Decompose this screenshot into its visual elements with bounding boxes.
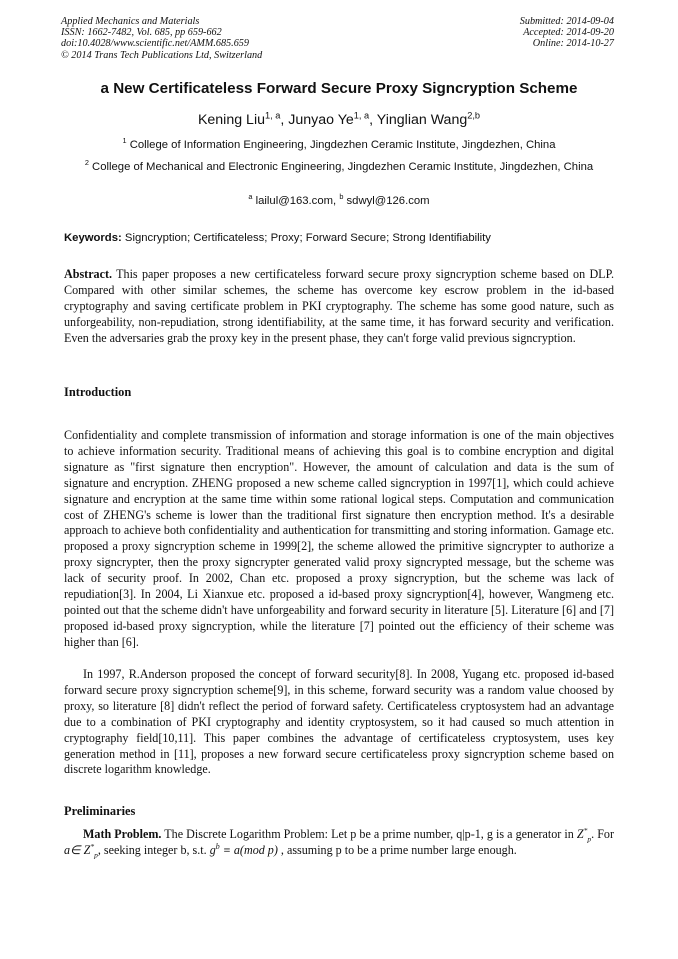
author-name: Yinglian Wang bbox=[376, 112, 468, 128]
math-problem-paragraph bbox=[64, 827, 614, 859]
zp-letter: Z bbox=[576, 827, 584, 841]
section-heading-introduction: Introduction bbox=[64, 385, 132, 399]
journal-doi: doi:10.4028/www.scientific.net/AMM.685.659 bbox=[61, 38, 249, 50]
journal-header bbox=[61, 16, 262, 61]
journal-issn: ISSN: 1662-7482, Vol. 685, pp 659-662 bbox=[61, 27, 222, 39]
affiliation-mark: 2 bbox=[84, 158, 89, 168]
journal-copyright: © 2014 Trans Tech Publications Ltd, Switzerland bbox=[61, 49, 263, 61]
author-name: Junyao Ye bbox=[288, 112, 354, 128]
eq-rest: ≡ a(mod p) bbox=[219, 842, 278, 857]
online-date: Online: 2014-10-27 bbox=[532, 38, 614, 50]
abstract-label: Abstract. bbox=[64, 267, 113, 281]
zp-star-symbol bbox=[83, 841, 98, 860]
abstract bbox=[64, 267, 614, 347]
math-text: , assuming p to be a prime number large enough. bbox=[277, 842, 517, 857]
email-mark: a bbox=[248, 192, 253, 202]
keywords-text: Signcryption; Certificateless; Proxy; Forward Secure; Strong Identifiability bbox=[124, 232, 491, 244]
email-separator: , bbox=[333, 195, 340, 207]
math-text: , seeking integer b, s.t. bbox=[97, 842, 210, 857]
section-heading-preliminaries: Preliminaries bbox=[64, 804, 136, 818]
affiliation-text: College of Mechanical and Electronic Engineering, Jingdezhen Ceramic Institute, Jingdezhen, China bbox=[92, 161, 594, 173]
affiliation bbox=[60, 160, 618, 175]
math-problem-label: Math Problem. bbox=[83, 827, 162, 841]
author-emails bbox=[60, 192, 618, 207]
zp-star: * bbox=[90, 841, 95, 851]
email-link[interactable]: lailul@163.com bbox=[255, 195, 334, 207]
paragraph: Confidentiality and complete transmission of information and storage information is one of the main objectives to achieve information security. Traditional means of achieving this goal is to combine encryption and digital signature as "first signature then encryption". However, the amount of calculation and data is the sum of signature and encryption. ZHENG proposed a new scheme called signcryption in 1997[1], which could achieve signature and encryption at the same time within some rational logical steps. Computation and communication cost of ZHENG's scheme is lower than the traditional first signature then encryption method. It's a desirable approach to achieve both confidentiality and authentication for transmitting and storing information. Gamage etc. proposed a proxy signcryption scheme in 1999[2], the scheme allowed the primitive signcrypter to authorize a proxy signcrypter, then the proxy signcrypter generated valid proxy signcrypted message, but the scheme was lack of security proof. In 2002, Chan etc. proposed a proxy signcryption, but the scheme was lack of repudiation[3]. In 2004, Li Xianxue etc. proposed a id-based proxy signcryption[4], however, Wangmeng etc. pointed out that the scheme didn't have unforgeability and forward security in literature [5]. Literature [6] and [7] proposed id-based proxy signcryption, while the literature [7] pointed out the efficiency of their scheme was higher than [6]. bbox=[64, 428, 614, 649]
abstract-text: This paper proposes a new certificateless forward secure proxy signcryption scheme based on DLP. Compared with other similar schemes, the scheme has overcome key escrow problem in the id-based cryptography and saving certificate problem in PKI cryptography. The scheme has some good nature, such as unforgeability, non-repudiation, strong identifiability, at the same time, it has forward security and verification. Even the adversaries grab the proxy key in the present phase, they can't forge valid previous signcryption. bbox=[64, 267, 614, 345]
zp-star: * bbox=[583, 825, 588, 835]
zp-sub: p bbox=[94, 850, 98, 860]
author-affil-mark: 1, a bbox=[353, 110, 370, 121]
accepted-date: Accepted: 2014-09-20 bbox=[523, 27, 614, 39]
author-affil-mark: 2,b bbox=[467, 110, 481, 121]
zp-star-symbol bbox=[576, 825, 592, 844]
keywords bbox=[64, 232, 616, 244]
keywords-label: Keywords: bbox=[64, 232, 122, 244]
author-name: Kening Liu bbox=[197, 112, 265, 128]
author-affil-mark: 1, a bbox=[265, 110, 281, 121]
zp-letter: Z bbox=[83, 842, 91, 857]
author-list bbox=[40, 112, 638, 128]
eq-base: g bbox=[209, 842, 216, 857]
math-element-of: a∈ bbox=[64, 842, 84, 857]
congruence-equation bbox=[210, 843, 278, 857]
zp-sub: p bbox=[587, 834, 592, 844]
affiliation-text: College of Information Engineering, Jingdezhen Ceramic Institute, Jingdezhen, China bbox=[129, 139, 556, 151]
author-separator: , bbox=[369, 112, 377, 128]
math-text: . For bbox=[591, 827, 614, 841]
submission-dates bbox=[520, 16, 614, 50]
math-text: The Discrete Logarithm Problem: Let p be a prime number, q|p-1, g is a generator in bbox=[161, 827, 577, 841]
email-link[interactable]: sdwyl@126.com bbox=[346, 195, 430, 207]
submitted-date: Submitted: 2014-09-04 bbox=[519, 16, 614, 27]
affiliation bbox=[60, 138, 618, 153]
author-separator: , bbox=[280, 112, 289, 128]
paper-title: a New Certificateless Forward Secure Proxy Signcryption Scheme bbox=[100, 80, 578, 97]
email-mark: b bbox=[339, 192, 344, 202]
journal-name: Applied Mechanics and Materials bbox=[61, 16, 200, 27]
affiliation-mark: 1 bbox=[122, 136, 127, 146]
eq-exponent: b bbox=[215, 841, 220, 851]
paragraph: In 1997, R.Anderson proposed the concept of forward security[8]. In 2008, Yugang etc. proposed id-based forward secure proxy signcryption scheme[9], in this scheme, forward security was a random value choosed by proxy, so literature [8] didn't reflect the period of forward safety. Certificateless cryptosystem had an advantage due to a combination of PKI cryptography and identity cryptosystem, so it had caused so much attention in cryptography field[10,11]. This paper combines the advantage of certificateless cryptosystem, uses key generation method in [11], proposes a new forward secure certificateless proxy signcryption scheme based on discrete logarithm knowledge. bbox=[64, 667, 614, 777]
